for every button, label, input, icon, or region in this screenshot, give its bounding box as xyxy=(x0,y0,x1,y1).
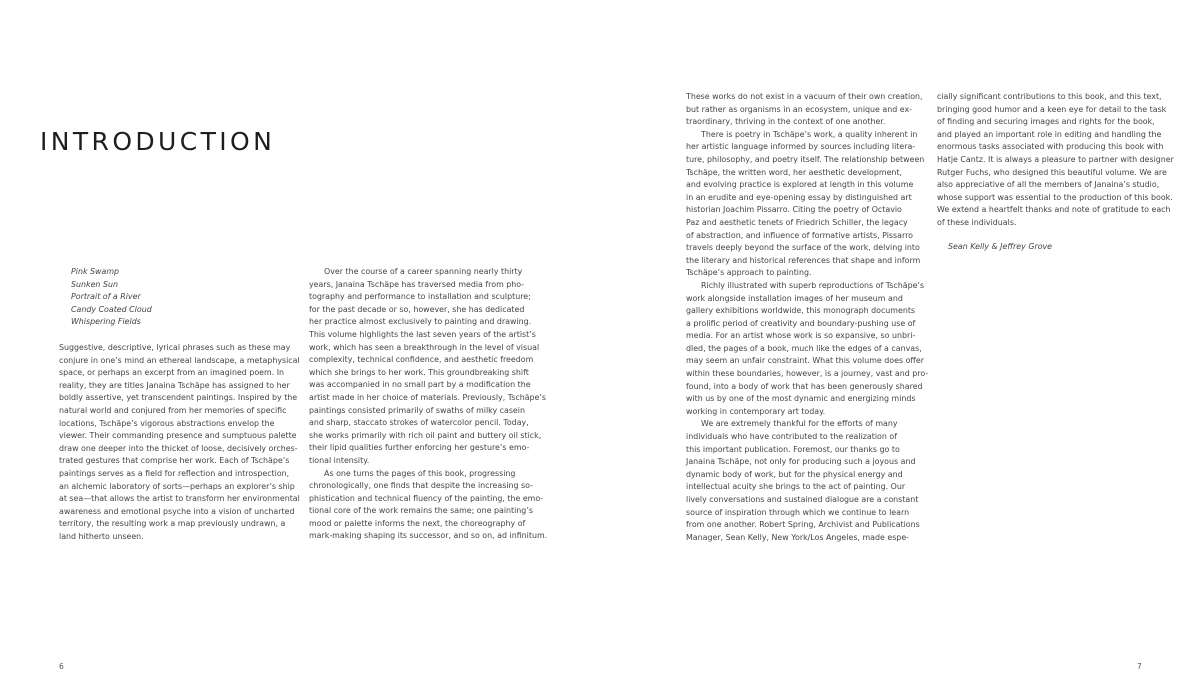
text-line: with us by one of the most dynamic and energizing minds xyxy=(686,394,916,404)
text-line: draw one deeper into the thicket of loose, decisively orches- xyxy=(59,443,298,453)
text-line: dynamic body of work, but for the physical energy and xyxy=(686,469,903,479)
text-line: traordinary, thriving in the context of one another. xyxy=(686,117,886,127)
text-line: her practice almost exclusively to painting and drawing. xyxy=(309,317,532,327)
text-line: within these boundaries, however, is a journey, vast and pro- xyxy=(686,369,929,379)
page-number-right: 7 xyxy=(1137,662,1142,671)
text-line: phistication and technical fluency of the painting, the emo- xyxy=(309,493,544,503)
text-line: years, Janaina Tschäpe has traversed media from pho- xyxy=(309,279,525,289)
text-line: this important publication. Foremost, our thanks go to xyxy=(686,444,900,454)
text-line: mark-making shaping its successor, and so on, ad infinitum. xyxy=(309,531,548,541)
text-line: Rutger Fuchs, who designed this beautiful volume. We are xyxy=(937,167,1167,177)
text-line: Tschäpe, the written word, her aesthetic development, xyxy=(686,167,903,177)
text-line: ture, philosophy, and poetry itself. The relationship between xyxy=(686,154,925,164)
text-line: whose support was essential to the production of this book. xyxy=(937,192,1173,202)
text-line: We extend a heartfelt thanks and note of gratitude to each xyxy=(937,205,1171,215)
text-line: Hatje Cantz. It is always a pleasure to partner with designer xyxy=(937,154,1174,164)
painting-title: Candy Coated Cloud xyxy=(71,304,152,314)
text-line: tional intensity. xyxy=(309,455,370,465)
text-line: Manager, Sean Kelly, New York/Los Angeles, made espe- xyxy=(686,532,910,542)
text-line: and played an important role in editing and handling the xyxy=(937,129,1162,139)
text-line: and sharp, staccato strokes of watercolor pencil. Today, xyxy=(309,418,529,428)
text-line: of abstraction, and influence of formative artists, Pissarro xyxy=(686,230,913,240)
text-line: land hitherto unseen. xyxy=(59,531,144,541)
text-line: natural world and conjured from her memories of specific xyxy=(59,405,287,415)
text-line: artist made in her choice of materials. Previously, Tschäpe’s xyxy=(309,392,547,402)
text-line: Richly illustrated with superb reproductions of Tschäpe’s xyxy=(686,280,925,290)
text-line: and evolving practice is explored at length in this volume xyxy=(686,180,914,190)
text-line: There is poetry in Tschäpe’s work, a quality inherent in xyxy=(686,129,918,139)
painting-title: Portrait of a River xyxy=(71,292,141,302)
text-line: tional core of the work remains the same; one painting’s xyxy=(309,506,533,516)
text-line: Paz and aesthetic tenets of Friedrich Schiller, the legacy xyxy=(686,217,908,227)
text-line: source of inspiration through which we continue to learn xyxy=(686,507,910,517)
text-line: for the past decade or so, however, she has dedicated xyxy=(309,304,525,314)
text-line: of these individuals. xyxy=(937,217,1017,227)
text-line: travels deeply beyond the surface of the work, delving into xyxy=(686,243,920,253)
text-line: in an erudite and eye-opening essay by distinguished art xyxy=(686,192,912,202)
text-line: complexity, technical confidence, and aesthetic freedom xyxy=(309,355,534,365)
text-line: dled, the pages of a book, much like the edges of a canvas, xyxy=(686,343,922,353)
text-line: Over the course of a career spanning nearly thirty xyxy=(309,267,523,276)
text-line: These works do not exist in a vacuum of their own creation, xyxy=(686,92,923,101)
text-line: trated gestures that comprise her work. Each of Tschäpe’s xyxy=(59,456,290,466)
text-line: her artistic language informed by sources including litera- xyxy=(686,142,916,152)
text-line: media. For an artist whose work is so expansive, so unbri- xyxy=(686,331,916,341)
text-line: locations, Tschäpe’s vigorous abstractions envelop the xyxy=(59,418,275,428)
painting-titles-list xyxy=(71,266,271,329)
painting-title: Whispering Fields xyxy=(71,317,141,327)
text-line: historian Joachim Pissarro. Citing the poetry of Octavio xyxy=(686,205,902,215)
text-line: found, into a body of work that has been generously shared xyxy=(686,381,923,391)
text-line: awareness and emotional psyche into a vision of uncharted xyxy=(59,506,295,516)
text-line: intellectual acuity she brings to the act of painting. Our xyxy=(686,482,906,492)
text-line: boldly assertive, yet transcendent paintings. Inspired by the xyxy=(59,393,298,403)
text-line: she works primarily with rich oil paint and buttery oil stick, xyxy=(309,430,542,440)
text-line: mood or palette informs the next, the choreography of xyxy=(309,518,526,528)
text-line: the literary and historical references that shape and inform xyxy=(686,255,921,265)
text-line: work alongside installation images of her museum and xyxy=(686,293,903,303)
text-line: paintings consisted primarily of swaths of milky casein xyxy=(309,405,525,415)
text-line: space, or perhaps an excerpt from an imagined poem. In xyxy=(59,368,285,378)
text-line: their lipid qualities further enforcing her gesture’s emo- xyxy=(309,443,530,453)
text-line: working in contemporary art today. xyxy=(686,406,826,416)
intro-column-1 xyxy=(59,342,300,544)
text-line: from one another. Robert Spring, Archivist and Publications xyxy=(686,520,920,530)
text-line: an alchemic laboratory of sorts—perhaps an explorer’s ship xyxy=(59,481,295,491)
intro-column-4 xyxy=(937,91,1172,230)
intro-column-3 xyxy=(686,91,929,544)
text-line: individuals who have contributed to the realization of xyxy=(686,432,897,442)
painting-title: Sunken Sun xyxy=(71,279,118,289)
text-line: conjure in one’s mind an ethereal landscape, a metaphysical xyxy=(59,355,300,365)
text-line: tography and performance to installation and sculpture; xyxy=(309,292,531,302)
text-line: reality, they are titles Janaina Tschäpe has assigned to her xyxy=(59,380,290,390)
text-line: work, which has seen a breakthrough in the level of visual xyxy=(309,342,540,352)
signature: Sean Kelly & Jeffrey Grove xyxy=(948,242,1053,251)
text-line: was accompanied in no small part by a modification the xyxy=(309,380,531,390)
text-line: gallery exhibitions worldwide, this monograph documents xyxy=(686,306,916,316)
text-line: lively conversations and sustained dialogue are a constant xyxy=(686,495,919,504)
painting-title: Pink Swamp xyxy=(71,267,120,276)
text-line: paintings serves as a field for reflection and introspection, xyxy=(59,468,290,478)
text-line: territory, the resulting work a map previously undrawn, a xyxy=(59,519,286,529)
text-line: but rather as organisms in an ecosystem, unique and ex- xyxy=(686,104,912,114)
text-line: chronologically, one finds that despite the increasing so- xyxy=(309,481,533,491)
text-line: We are extremely thankful for the efforts of many xyxy=(686,419,898,429)
intro-column-2 xyxy=(309,266,548,543)
text-line: This volume highlights the last seven years of the artist’s xyxy=(309,329,536,339)
text-line: Janaina Tschäpe, not only for producing such a joyous and xyxy=(686,457,916,467)
text-line: Suggestive, descriptive, lyrical phrases such as these may xyxy=(59,343,291,352)
page-title: INTRODUCTION xyxy=(40,127,276,156)
text-line: Tschäpe’s approach to painting. xyxy=(686,268,812,278)
text-line: may seem an unfair constraint. What this volume does offer xyxy=(686,356,924,366)
text-line: at sea—that allows the artist to transform her environmental xyxy=(59,494,300,504)
text-line: a prolific period of creativity and boundary-pushing use of xyxy=(686,318,916,328)
text-line: which she brings to her work. This groundbreaking shift xyxy=(309,367,529,377)
text-line: bringing good humor and a keen eye for detail to the task xyxy=(937,104,1167,114)
text-line: cially significant contributions to this book, and this text, xyxy=(937,92,1162,101)
text-line: enormous tasks associated with producing this book with xyxy=(937,142,1164,152)
text-line: viewer. Their commanding presence and sumptuous palette xyxy=(59,431,297,441)
text-line: also appreciative of all the members of Janaina’s studio, xyxy=(937,180,1160,190)
text-line: As one turns the pages of this book, progressing xyxy=(309,468,516,478)
text-line: of finding and securing images and rights for the book, xyxy=(937,117,1155,127)
page-number-left: 6 xyxy=(59,662,64,671)
